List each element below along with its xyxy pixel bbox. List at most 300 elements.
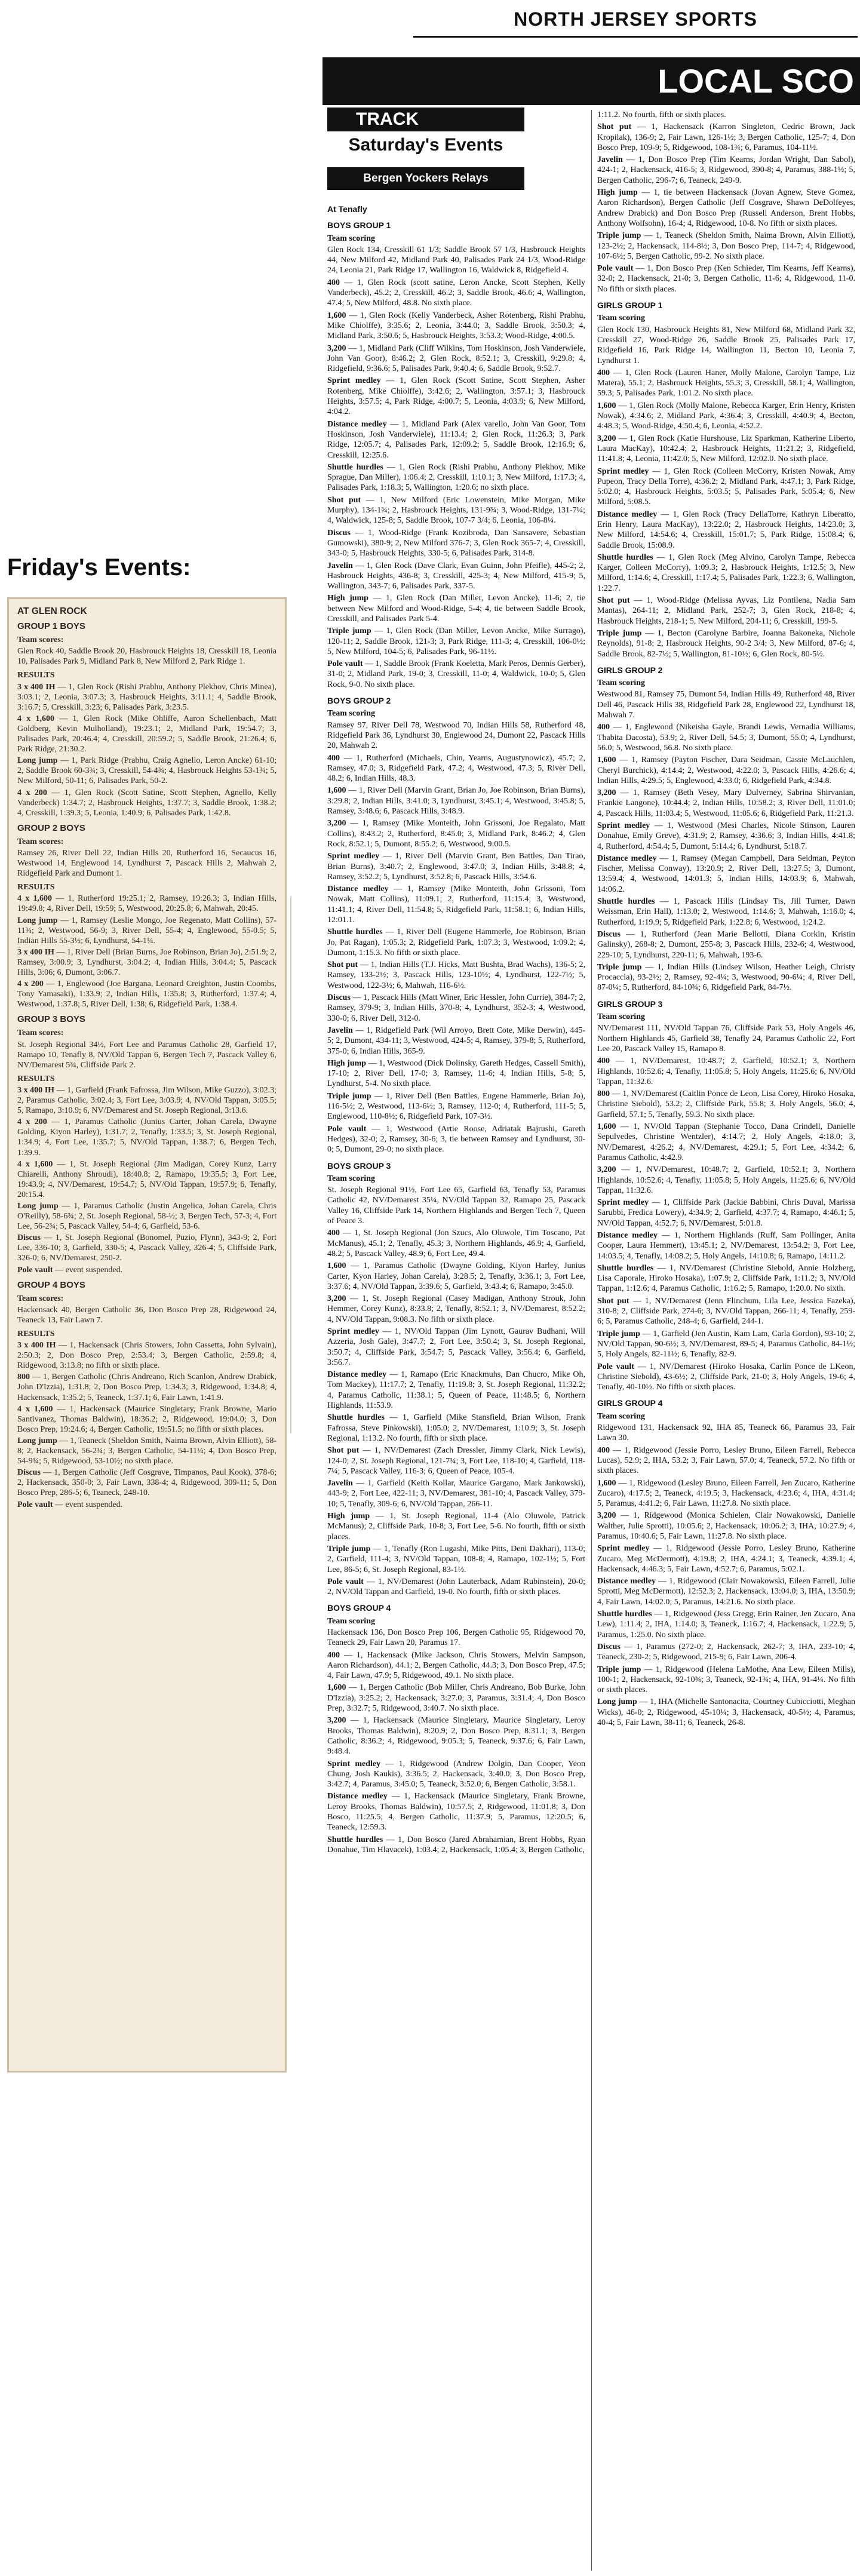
event-name: Pole vault — [17, 1500, 53, 1509]
event-text: — 1, Glen Rock (Colleen McCorry, Kristen Nowak, Amy Pupeon, Tracy Della Torre), 4:36.2; 2, Midland Park, 4:47.1; 3, Park Ridge, 5:02.0; 4, Hasbrouck Heights, 5:03.5; 5, Palisades Park, 5:05.4; 6, New Milford, 5:08.5. — [597, 466, 855, 507]
event-name: 1,600 — [597, 1122, 616, 1132]
event-result — [327, 1058, 585, 1089]
event-result — [597, 788, 855, 819]
event-name: Javelin — [597, 155, 623, 165]
event-name: Discus — [597, 929, 621, 939]
event-text: — 1, St. Joseph Regional (Jim Madigan, Corey Kunz, Larry Chiarelli, Anthony Shroudi), 18:40.8; 2, Ramapo, 19:35.5; 3, Fort Lee, 19:43.9; 4, NV/Demarest, 19:54.7; 5, NV/Old Tappan, 19:57.9; 6, Tenafly, 20:15.4. — [17, 1159, 277, 1199]
event-result — [327, 1445, 585, 1476]
event-text: — 1, NV/Demarest, 10:48.7; 2, Garfield, 10:52.1; 3, Northern Highlands, 10:52.6; 4, Tenafly, 11:05.8; 5, Holy Angels, 11:25.6; 6, NV/Old Tappan, 11:32.6. — [597, 1165, 855, 1195]
event-name: Pole vault — [17, 1265, 53, 1275]
event-result — [597, 896, 855, 928]
event-text: — 1, Northern Highlands (Ruff, Sam Pollinger, Anita Cooper, Laura Hemmert), 13:45.1; 2, NV/Demarest, 13:54.2; 3, Fort Lee, 14:03.5; 4, Tenafly, 14:08.2; 5, Holy Angels, 14:10.8; 6, Ramapo, 14:11.2. — [597, 1230, 855, 1261]
event-name: Sprint medley — [327, 376, 381, 386]
event-result — [597, 466, 855, 508]
event-result — [597, 853, 855, 895]
event-text: — 1, Don Bosco Prep (Ken Schieder, Tim Kearns, Jeff Kearns), 32-0; 2, Hackensack, 21-0; 3, Bergen Catholic, 11-6; 4, Ridgewood, 11-0. No fifth or sixth places. — [597, 264, 855, 294]
event-name: Long jump — [17, 756, 58, 766]
event-result — [17, 1117, 277, 1157]
event-name: Sprint medley — [597, 1544, 650, 1553]
event-name: 400 — [597, 368, 610, 377]
event-name: Shuttle hurdles — [327, 1413, 385, 1423]
event-text: 1:11.2. No fourth, fifth or sixth places. — [597, 110, 726, 119]
event-result — [327, 1628, 585, 1648]
event-result — [17, 1500, 277, 1510]
event-name: Distance medley — [327, 1792, 388, 1801]
event-name: 3,200 — [327, 1294, 346, 1304]
event-result — [327, 626, 585, 657]
event-text: — 1, Paramus Catholic (Justin Angelica, Johan Carela, Chris O'Reilly), 58-6¾; 2, St. Joseph Regional, 58-½; 3, Bergen Tech, 57-3; 4, Fort Lee, 56-2¾; 5, Pascack Valley, 54-4; 6, Garfield, 53-6. — [17, 1201, 277, 1232]
event-result — [597, 122, 855, 153]
event-text: — 1, Teaneck (Sheldon Smith, Naima Brown, Alvin Elliott), 123-2½; 2, Hackensack, 114-8½; 3, Don Bosco Prep, 114-7; 4, Ridgewood, 107-6½; 5, Bergen Catholic, 99-2. No sixth place. — [597, 231, 855, 261]
event-name: Javelin — [327, 1026, 353, 1035]
event-result — [327, 1478, 585, 1509]
event-result — [597, 1543, 855, 1574]
event-text: — 1, NV/Demarest (Zach Dressler, Jimmy Clark, Nick Lewis), 124-0; 2, St. Joseph Regional, 121-7¾; 3, Fort Lee, 118-10; 4, Garfield, 118-7¼; 5, Pascack Valley, 116-3; 6, Queen of Peace, 105-4. — [327, 1446, 585, 1476]
subheading: Team scoring — [597, 1012, 645, 1022]
event-text: — 1, Ridgewood (Jessie Porro, Lesley Bruno, Eileen Farrell, Rebecca Lucas), 52.9; 2, IHA, 53.2; 3, Fair Lawn, 57.0; 4, Teaneck, 57.2. No fifth or sixth places. — [597, 1445, 855, 1476]
event-result — [17, 1372, 277, 1402]
event-text: — 1, Saddle Brook (Frank Koeletta, Mark Peros, Dennis Gerber), 31-0; 2, Midland Park, 19-0; 3, Cresskill, 11-0; 4, Waldwick, 10-0; 5, Glen Rock, 9-0. No sixth place. — [327, 659, 585, 689]
saturday-events-heading: Saturday's Events — [348, 135, 503, 155]
group-title: BOYS GROUP 2 — [327, 696, 391, 706]
event-result — [327, 884, 585, 925]
event-result — [597, 689, 855, 720]
event-text: — 1, Paramus Catholic (Dwayne Golding, Kiyon Harley, Junius Carter, Kyon Harley, Johan Carela), 3:28.5; 2, Tenafly, 3:36.1; 3, Fort Lee, 3:37.6; 4, NV/Old Tappan, 3:39.6; 5, Garfield, 3:43.4; 6, Ramapo, 3:45.0. — [327, 1261, 585, 1291]
event-result — [327, 1511, 585, 1542]
event-text: — 1, Rutherford (Michaels, Chin, Yearns, Augustynowicz), 45.7; 2, Ramsey, 47.0; 3, Ridgefield Park, 47.2; 4, Westwood, 47.3; 5, River Dell, 48.2; 6, Indian Hills, 48.3. — [327, 753, 585, 784]
event-result — [597, 1263, 855, 1294]
event-result — [597, 1089, 855, 1120]
event-name: Triple jump — [597, 628, 642, 638]
event-result — [597, 155, 855, 186]
event-text: — 1, IHA (Michelle Santonacita, Courtney Cubicciotti, Meghan Wicks), 46-0; 2, Ridgewood, 45-10¼; 3, Hackensack, 40-5½; 4, Paramus, 40-4; 5, Fair Lawn, 38-11; 6, Teaneck, 26-8. — [597, 1697, 855, 1728]
event-text: — 1, River Dell (Brian Burns, Joe Robinson, Brian Jo), 2:51.9; 2, Ramsey, 3:00.9; 3, Lyndhurst, 3:04.2; 4, Indian Hills, 3:04.4; 5, Pascack Hills, 3:06; 6, Dumont, 3:06.7. — [17, 947, 277, 977]
event-text: — 1, Westwood (Artie Roose, Adriatak Bajrushi, Gareth Hedges), 32-0; 2, Ramsey, 30-6; 3, tie between Ramsey and Lyndhurst, 30-0; 5, Dumont, 29-0; no sixth place. — [327, 1124, 585, 1155]
event-text: — 1, New Milford (Eric Lowenstein, Mike Morgan, Mike Murphy), 134-1¾; 2, Hasbrouck Heights, 131-9¾; 3, Wood-Ridge, 131-7¼; 4, Waldwick, 125-8; 5, Saddle Brook, 107-7 3/4; 6, Leonia, 106-8¼. — [327, 495, 585, 526]
event-text: — 1, River Dell (Marvin Grant, Ben Battles, Dan Tirao, Brian Burns), 3:40.7; 2, Englewood, 3:47.0; 3, Indian Hills, 3:48.8; 4, Ramsey, 3:52.2; 5, Lyndhurst, 3:52.8; 6, Pascack Hills, 3:54.6. — [327, 852, 585, 882]
event-result — [327, 1091, 585, 1122]
event-result — [327, 1370, 585, 1411]
event-result — [597, 1296, 855, 1327]
subheading: Team scoring — [327, 234, 375, 243]
event-text: — 1, Englewood (Joe Bargana, Leonard Creighton, Justin Coombs, Tony Yamasaki), 1:33.9; 2, Indian Hills, 1:35.8; 3, Rutherford, 1:37.4; 4, Westwood, 1:37.8; 5, River Dell, 1:38; 6, Ridgefield Park, 1:38.4. — [17, 980, 277, 1009]
event-text: — 1, Ramsey (Megan Campbell, Dara Seidman, Peyton Fischer, Melissa Conway), 13:20.9; 2, River Dell, 13:27.5; 3, Dumont, 13:59.4; 4, Westwood, 14:01.3; 5, Indian Hills, 14:03.9; 6, Mahwah, 14:06.2. — [597, 853, 855, 894]
event-result — [597, 1165, 855, 1196]
event-name: 4 x 1,600 — [17, 1404, 53, 1414]
group-title: GIRLS GROUP 1 — [597, 300, 663, 311]
event-name: 3,200 — [597, 788, 616, 798]
event-text: — 1, Hackensack (Maurice Singletary, Maurice Singletary, Leroy Brooks, Thomas Baldwin), 8:20.9; 2, Don Bosco Prep, 8:31.1; 3, Bergen Catholic, 8:36.2; 4, Ridgewood, 9:05.3; 5, Teaneck, 9:37.6; 6, Fair Lawn, 9:48.4. — [327, 1716, 585, 1757]
subheading: Team scoring — [597, 1411, 645, 1421]
event-name: Discus — [327, 993, 351, 1003]
event-name: Discus — [17, 1233, 41, 1243]
event-text: — 1, Midland Park (Alex varello, John Van Goor, Tom Hoskinson, Josh Vanderwiele), 11:13.4; 2, Glen Rock, 11:26.3; 3, Park Ridge, 12:05.7; 4, Palisades Park, 12:09.2; 5, Saddle Brook, 12:16.9; 6, Cresskill, 12:25.6. — [327, 419, 585, 460]
event-text: — 1, Ridgewood (Monica Schielen, Clair Nowakowski, Danielle Walther, Julie Sprotti), 10:05.6; 2, Hackensack, 10:06.2; 3, IHA, 10:27.9; 4, Paramus, 10:40.6; 5, Fair Lawn, 11:27.8. No sixth place. — [597, 1511, 855, 1541]
event-text: — 1, Pascack Hills (Matt Winer, Eric Hessler, John Currie), 384-7; 2, Ramsey, 379-9; 3, Indian Hills, 370-8; 4, Lyndhurst, 352-3; 4, Westwood, 330-0; 6, River Dell, 312-0. — [327, 993, 585, 1023]
event-name: 400 — [597, 723, 610, 732]
event-text: — 1, Ridgewood (Helena LaMothe, Ana Lew, Eileen Mills), 100-1; 2, Hackensack, 92-10¾; 3, Teaneck, 92-1¾; 4, IHA, 91-4¼. No fifth or sixth places. — [597, 1665, 855, 1695]
event-text: — 1, Garfield (Mike Stansfield, Brian Wilson, Frank Fafrossa, Steve Pinkowski), 1:05.0; 2, NV/Demarest, 1:10.9; 3, St. Joseph Regional, 1:13.2. No fourth, fifth or sixth place. — [327, 1413, 585, 1443]
event-name: Long jump — [17, 916, 58, 925]
event-name: 400 — [597, 1057, 610, 1066]
event-name: Triple jump — [597, 1329, 640, 1338]
event-text: Ramsey 97, River Dell 78, Westwood 70, Indian Hills 58, Rutherford 48, Ridgefield Park 36, Lyndhurst 30, Englewood 24, Dumont 22, Pascack Hills 20, Mahwah 2. — [327, 720, 585, 751]
event-result — [327, 1544, 585, 1575]
event-name: Shuttle hurdles — [597, 1610, 652, 1619]
scores-label: Team scores: — [17, 837, 64, 846]
event-result — [597, 1023, 855, 1054]
event-name: 3,200 — [327, 819, 346, 828]
event-result — [17, 756, 277, 786]
event-text: — 1, St. Joseph Regional (Casey Madigan, Anthony Strouk, John Hemmer, Corey Kunz), 8:33.8; 2, Tenafly, 8:52.1; 3, NV/Demarest, 8:52.2; 4, NV/Old Tappan, 9:08.3. No fifth or sixth place. — [327, 1294, 585, 1324]
event-name: 1,600 — [597, 756, 616, 765]
event-result — [597, 962, 855, 993]
event-result — [597, 1609, 855, 1640]
event-result — [327, 1791, 585, 1832]
event-name: Shuttle hurdles — [327, 928, 383, 937]
team-scores: St. Joseph Regional 34½, Fort Lee and Paramus Catholic 28, Garfield 17, Ramapo 10, Tenafly 8, NV/Old Tappan 6, Bergen Tech 7, Pascack Valley 6, NV/Demarest 5¾, Cliffside Park 2. — [17, 1040, 277, 1070]
event-name: Pole vault — [597, 264, 634, 274]
event-name: Shot put — [597, 122, 632, 132]
subheading: Team scoring — [327, 1616, 375, 1626]
event-name: 400 — [597, 1445, 610, 1455]
event-result — [327, 659, 585, 690]
event-text: — 1, Glen Rock (Scott Satine, Scott Stephen, Asher Rotenberg, Mike Chiolffe), 3:42.6; 2, Wallington, 3:57.1; 3, Hasbrouck Heights, 3:57.5; 4, Park Ridge, 4:00.7; 5, Leonia, 4:03.9; 6, New Milford, 4:04.2. — [327, 376, 585, 417]
event-text: NV/Demarest 111, NV/Old Tappan 76, Cliffside Park 53, Holy Angels 46, Northern Highlands 45, Garfield 38, Tenafly 24, Paramus Catholic 22, Fort Lee 20, Pascack Valley 15, Ramapo 8. — [597, 1024, 855, 1054]
event-result — [597, 401, 855, 432]
event-text: — 1, Glen Rock (Rishi Prabhu, Anthony Plekhov, Chris Minea), 3:03.1; 2, Leonia, 3:07.3; 3, Hasbrouck Heights, 3:11.1; 4, Saddle Brook, 3:16.7; 5, Cresskill, 3:23; 6, Palisades Park, 3:23.5. — [17, 682, 277, 712]
event-text: — 1, Glen Rock (Dan Miller, Levon Ancke, Mike Surrago), 120-11; 2, Saddle Brook, 121-3; 3, Park Ridge, 111-3; 4, Cresskill, 106-0½; 5, New Milford, 104-5; 6, Palisades Park, 96-11½. — [327, 627, 585, 656]
event-name: 400 — [327, 753, 340, 763]
event-result — [17, 714, 277, 754]
event-text: — 1, Glen Rock (Dan Miller, Levon Ancke), 11-6; 2, tie between New Milford and Wood-Ridge, 5-4; 4, tie between Saddle Brook, Cresskill, and Palisades Park 5-4. — [327, 594, 585, 624]
event-text: — 1, Indian Hills (Lindsey Wilson, Heather Leigh, Christy Procaccia), 93-2½; 2, Ramsey, 92-4¼; 3, Westwood, 90-6¼; 4, River Dell, 87-0¼; 5, Rutherford, 84-10¾; 6, Ridgefield Park, 84-7½. — [597, 962, 855, 993]
event-name: 400 — [327, 278, 340, 287]
event-text: — 1, Ridgewood (Jess Gregg, Erin Rainer, Jen Zucaro, Ana Lew), 1:11.4; 2, IHA, 1:14.0; 3, Teaneck, 1:16.7; 4, Hackensack, 1:22.9; 5, Paramus, 1:25.0. No sixth place. — [597, 1610, 855, 1639]
event-text: — 1, Paramus (272-0; 2, Hackensack, 262-7; 3, IHA, 233-10; 4, Teaneck, 230-2; 5, Ridgewood, 215-9; 6, Fair Lawn, 206-4. — [597, 1642, 855, 1662]
event-name: Distance medley — [327, 1370, 387, 1380]
event-result — [597, 722, 855, 753]
event-text: — 1, Bergen Catholic (Jeff Cosgrave, Timpanos, Paul Kook), 378-6; 2, Hackensack, 350-0; 3, Fair Lawn, 338-4; 4, Ridgewood, 309-11; 5, Don Bosco Prep, 286-5; 6, Teaneck, 248-10. — [17, 1468, 277, 1498]
event-name: Shot put — [327, 960, 358, 970]
event-text: — 1, Cliffside Park (Jackie Babbini, Chris Duval, Marissa Sarubbi, Fredica Lowery), 4:34.9; 2, Garfield, 4:37.7; 4, Ramapo, 4:46.1; 5, NV/Old Tappan, 4:52.7; 6, NV/Demarest, 5:01.8. — [597, 1198, 855, 1228]
event-text: — 1, St. Joseph Regional, 11-4 (Alo Oluwole, Patrick McManus); 2, Cliffside Park, 10-8; 3, Fort Lee, 5-6. No fourth, fifth or sixth places. — [327, 1512, 585, 1542]
event-result — [327, 245, 585, 276]
event-name: 4 x 1,600 — [17, 1159, 53, 1169]
event-name: Shuttle hurdles — [327, 1835, 383, 1844]
event-result — [17, 979, 277, 1009]
event-result — [597, 509, 855, 551]
event-result — [327, 1294, 585, 1325]
event-name: 400 — [327, 1650, 340, 1660]
event-name: Long jump — [17, 1201, 59, 1211]
event-result — [327, 528, 585, 559]
event-text: — 1, Ramapo (Eric Knackmuhs, Dan Chucro, Mike Oh, Tom Mackey), 11:17.7; 2, Tenafly, 11:19.8; 3, St. Joseph Regional, 11:32.2; 4, Paramus Catholic, 11:38.1; 5, Queen of Peace, 11:48.5; 6, Northern Highlands, 11:53.9. — [327, 1370, 585, 1411]
event-name: 400 — [327, 1229, 340, 1238]
left-groups — [17, 621, 277, 1510]
team-scores: Hackensack 40, Bergen Catholic 36, Don Bosco Prep 28, Ridgewood 24, Teaneck 13, Fair Lawn 7. — [17, 1305, 277, 1325]
event-text: — 1, Glen Rock (Dave Clark, Evan Guinn, John Pfeifle), 445-2; 2, Hasbrouck Heights, 436-8; 3, Cresskill, 425-3; 4, New Milford, 415-9; 5, Wallington, 343-7; 6, Palisades Park, 337-5. — [327, 561, 585, 591]
event-name: 800 — [17, 1373, 30, 1382]
event-result — [17, 947, 277, 978]
event-result — [597, 1362, 855, 1393]
event-result — [327, 1759, 585, 1790]
group-title: GROUP 3 BOYS — [17, 1014, 85, 1025]
event-name: 4 x 1,600 — [17, 894, 52, 904]
event-name: Distance medley — [597, 1577, 656, 1586]
event-text: — 1, Park Ridge (Prabhu, Craig Agnello, Leron Ancke) 61-10; 2, Saddle Brook 60-3¾; 3, Cresskill, 54-4¾; 4, Hasbrouck Heights 53-1¾; 5, New Milford, 50-11; 6, Palisades Park, 50-2. — [17, 756, 277, 786]
event-name: 1,600 — [597, 1478, 616, 1488]
event-result — [327, 720, 585, 751]
event-name: Discus — [327, 528, 351, 538]
event-result — [597, 1122, 855, 1163]
section-title: NORTH JERSEY SPORTS — [413, 2, 858, 38]
event-result — [327, 1124, 585, 1155]
event-result — [327, 1261, 585, 1292]
event-result — [327, 960, 585, 991]
event-text: — 1, Glen Rock (Mike Ohliffe, Aaron Schellenbach, Matt Goldberg, Kevin Mulholland), 19:23.1; 2, Midland Park, 19:54.7; 3, Palisades Park, 20:46.4; 4, Cresskill, 20:59.2; 5, Saddle Brook, 21:26.4; 6, Park Ridge, 21:30.2. — [17, 714, 277, 754]
event-text: — 1, Garfield (Jen Austin, Kam Lam, Carla Gordon), 93-10; 2, NV/Old Tappan, 90-6½; 3, NV/Demarest, 89-5; 4, Paramus Catholic, 84-1½; 5, Holy Angels, 82-11½; 6, Tenafly, 82-9. — [597, 1329, 855, 1359]
event-name: 1,600 — [597, 401, 616, 410]
event-text: — 1, NV/Demarest (Caitlin Ponce de Leon, Lisa Corey, Hiroko Hosaka, Christine Siebold), 53.2; 2, Cliffside Park, 55.8; 3, Holy Angels, 56.0; 4, Garfield, 57.1; 5, Tenafly, 59.3. No sixth place. — [597, 1089, 855, 1119]
event-text: — 1, Hackensack (Maurice Singletary, Frank Browne, Leroy Brooks, Thomas Baldwin), 10:57.5; 2, Ridgewood, 11:01.8; 3, Don Bosco, 11:25.5; 4, Bergen Catholic, 11:37.9; 5, Paramus, 12:20.5; 6, Teaneck, 12:59.3. — [327, 1792, 585, 1832]
event-text: — 1, Ridgewood (Jessie Porro, Lesley Bruno, Katherine Zucaro, Meg McDermott), 4:19.8; 2, IHA, 4:24.1; 3, Teaneck, 4:39.1; 4, Hackensack, 4:46.3; 5, Fair Lawn, 4:52.7; 6, Paramus, 5:02.1. — [597, 1544, 855, 1574]
event-text: — 1, Garfield (Frank Fafrossa, Jim Wilson, Mike Guzzo), 3:02.3; 2, Paramus Catholic, 3:02.4; 3, Fort Lee, 3:03.9; 4, NV/Old Tappan, 3:05.5; 5, Ramapo, 3:10.9; 6, NV/Demarest and St. Joseph Regional, 3:13.6. — [17, 1085, 277, 1116]
event-result — [327, 993, 585, 1024]
event-text: — 1, Ridgewood (Lesley Bruno, Eileen Farrell, Jen Zucaro, Katherine Zucaro), 4:17.5; 2, Teaneck, 4:19.5; 3, Hackensack, 4:23.6; 4, IHA, 4:31.4; 5, Paramus, 4:41.2; 6, Fair Lawn, 11:27.8. No sixth place. — [597, 1478, 855, 1509]
event-name: Sprint medley — [597, 466, 649, 476]
event-name: 1,600 — [327, 311, 346, 320]
event-text: — 1, Paramus Catholic (Junius Carter, Johan Carela, Dwayne Golding, Kiyon Harley), 1:31.7; 2, Tenafly, 1:33.5; 3, St. Joseph Regional, 1:34.9; 4, Fort Lee, 1:35.7; 5, NV/Old Tappan, 1:38.7; 6, Bergen Tech, 1:39.9. — [17, 1117, 277, 1157]
event-name: Triple jump — [597, 1665, 641, 1674]
event-result — [327, 593, 585, 624]
event-name: Shuttle hurdles — [597, 897, 655, 907]
event-text: — 1, Glen Rock (Lauren Haner, Molly Malone, Carolyn Tampe, Liz Matera), 55.1; 2, Hasbrouck Heights, 55.3; 3, Cresskill, 58.1; 4, Wallington, 59.3; 5, Palisades Park, 1:01.2. No sixth place. — [597, 368, 855, 398]
results-column-2 — [597, 110, 855, 2571]
group-title: GIRLS GROUP 2 — [597, 665, 663, 675]
event-result — [597, 552, 855, 594]
results-label: RESULTS — [17, 883, 55, 892]
event-text: — 1, NV/Old Tappan (Jim Lynott, Gaurav Budhani, Will Azzeria, Josh Gale), 3:47.7; 2, Fort Lee, 3:50.4; 3, St. Joseph Regional, 3:50.7; 4, Cliffside Park, 3:54.7; 5, Pascack Valley, 3:56.4; 6, Garfield, 3:56.7. — [327, 1327, 585, 1367]
event-name: Sprint medley — [327, 1327, 379, 1336]
event-text: — 1, Tenafly (Ron Lugashi, Mike Pitts, Deni Dakhari), 113-0; 2, Garfield, 111-4; 3, NV/Old Tappan, 108-8; 4, Ramapo, 102-1½; 5, Fort Lee, 86-5; 6, St. Joseph Regional, 83-1½. — [327, 1544, 585, 1574]
event-name: Pole vault — [597, 1362, 634, 1371]
event-text: — 1, Pascack Hills (Lindsay Tis, Jill Turner, Dawn Weissman, Erin Hall), 1:13.0; 2, Westwood, 1:14.6; 3, Mahwah, 1:16.0; 4, Rutherford, 1:19.9; 5, Ridgefield Park, 1:22.8; 6, Westwood, 1:24.2. — [597, 897, 855, 927]
results-label: RESULTS — [17, 1330, 55, 1338]
event-text: — 1, Garfield (Keith Kollar, Maurice Gargano, Mark Jankowski), 443-9; 2, Fort Lee, 422-11; 3, NV/Demarest, 381-10; 4, Pascack Valley, 379-10; 5, Tenafly, 309-6; 6, NV/Old Tappan, 266-11. — [327, 1479, 585, 1509]
event-text: Glen Rock 130, Hasbrouck Heights 81, New Milford 68, Midland Park 32, Cresskill 27, Wood-Ridge 26, Saddle Brook 25, Palisades Park 17, Ridgefield 16, Park Ridge 14, Wallington 11, Becton 10, Leonia 7, Lyndhurst 1. — [597, 325, 855, 366]
event-text: — 1, River Dell (Eugene Hammerle, Joe Robinson, Brian Jo, Pat Ragan), 1:05.3; 2, Ridgefield Park, 1:07.3; 3, Westwood, 1:09.2; 4, Dumont, 1:15.3. No fifth or sixth place. — [327, 928, 585, 957]
event-text: — 1, NV/Demarest (Jenn Flinchum, Lila Lee, Jessica Fazeka), 310-8; 2, Cliffside Park, 274-6; 3, NV/Old Tappan, 266-11; 4, Tenafly, 259-6; 5, Paramus Catholic, 248-4; 6, Garfield, 244-1. — [597, 1296, 855, 1327]
event-result — [17, 1201, 277, 1232]
event-result — [327, 1835, 585, 1856]
event-text: Hackensack 136, Don Bosco Prep 106, Bergen Catholic 95, Ridgewood 70, Teaneck 29, Fair Lawn 20, Paramus 17. — [327, 1628, 585, 1648]
event-name: 4 x 200 — [17, 980, 44, 989]
event-text: — 1, St. Joseph Regional (Jon Szucs, Alo Oluwole, Tim Toscano, Pat McManus), 45.1; 2, Tenafly, 45.3; 3, Northern Highlands, 46.9; 4, Garfield, 48.2; 5, Pascack Valley, 48.9; 6, Fort Lee, 49.4. — [327, 1229, 585, 1258]
event-result — [327, 785, 585, 816]
relays-heading: Bergen Yockers Relays — [327, 167, 524, 190]
local-scores-banner: LOCAL SCO — [322, 57, 860, 105]
column-1-body — [327, 220, 585, 1855]
results-label: RESULTS — [17, 671, 55, 680]
event-text: — 1, Teaneck (Sheldon Smith, Naima Brown, Alvin Elliott), 58-8; 2, Hackensack, 56-2¾; 3, Bergen Catholic, 54-11¼; 4, Don Bosco Prep, 54-9¾; 5, Ridgewood, 53-10½; no sixth place. — [17, 1436, 277, 1466]
event-result — [597, 110, 855, 120]
event-result — [327, 1026, 585, 1057]
event-text: — 1, Ramsey (Beth Vesey, Mary Dulverney, Sabrina Shirvanian, Frankie Langone), 10:44.4; 2, Indian Hills, 10:58.2; 3, River Dell, 11:01.0; 4, Pascack Hills, 11:03.4; 5, Westwood, 11:05.6; 6, Ridgefield Park, 11:21.3. — [597, 788, 855, 818]
event-text: — 1, NV/Demarest, 10:48.7; 2, Garfield, 10:52.1; 3, Northern Highlands, 10:52.6; 4, Tenafly, 11:05.8; 5, Holy Angels, 11:25.6; 6, NV/Old Tappan, 11:32.6. — [597, 1057, 855, 1086]
event-text: — 1, Glen Rock (Katie Hurshouse, Liz Sparkman, Katherine Liberto, Laura MacKay), 10:42.4; 2, Hasbrouck Heights, 11:21.2; 3, Ridgefield, 11:41.8; 4, Leonia, 11:42.0; 5, New Milford, 12:02.0. No sixth place. — [597, 434, 855, 464]
event-text: — 1, Hackensack (Chris Stowers, John Cassetta, John Sylvain), 2:50.3; 2, Don Bosco Prep, 2:53.4; 3, Bergen Catholic, 2:59.8; 4, Ridgewood, 3:13.8; no fifth or sixth place. — [17, 1341, 277, 1371]
event-text: — 1, Ramsey (Mike Monteith, John Grissoni, Tom Nowak, Matt Collins), 11:09.1; 2, Rutherford, 11:15.4; 3, Westwood, 11:41.1; 4, River Dell, 11:54.8; 5, Ridgefield Park, 11:58.1; 6, Indian Hills, 12:01.1. — [327, 885, 585, 925]
event-name: Sprint medley — [597, 1198, 649, 1208]
event-name: High jump — [327, 1512, 370, 1521]
group-title: BOYS GROUP 4 — [327, 1603, 391, 1613]
event-result — [597, 434, 855, 465]
event-result — [327, 927, 585, 958]
event-name: Pole vault — [327, 1124, 367, 1134]
event-result — [327, 376, 585, 417]
event-result — [327, 1185, 585, 1226]
event-name: Triple jump — [327, 1544, 371, 1553]
event-text: Westwood 81, Ramsey 75, Dumont 54, Indian Hills 49, Rutherford 48, River Dell 46, Pascack Hills 38, Ridgefield Park 28, Englewood 22, Lyndhurst 18, Mahwah 7. — [597, 690, 855, 720]
event-name: High jump — [327, 1058, 367, 1068]
event-name: 4 x 1,600 — [17, 714, 54, 723]
scores-label: Team scores: — [17, 1028, 64, 1038]
event-result — [597, 628, 855, 659]
event-text: — 1, tie between Hackensack (Jovan Agnew, Steve Gomez, Aaron Richardson), Bergen Catholic (Jeff Cosgrave, Shawn DeDolfeyes, Andrew Drabick) and Don Bosco Prep (Russell Anderson, Brent Hobbs, Anthony Wolfsohn), 16-4; 4, Ridgewood, 10-8. No fifth or sixth places. — [597, 188, 855, 228]
event-result — [327, 1650, 585, 1681]
event-name: Pole vault — [327, 1577, 364, 1586]
event-text: — 1, Rutherford (Jean Marie Bellotti, Diana Corkin, Kristin Galinsky), 268-8; 2, Dumont, 255-8; 3, Pascack Hills, 232-6; 4, Westwood, 229-10; 5, Lyndhurst, 220-11; 6, Mahwah, 193-6. — [597, 929, 855, 960]
venue-label: AT GLEN ROCK — [17, 606, 87, 616]
event-name: Pole vault — [327, 659, 363, 669]
event-result — [597, 821, 855, 852]
event-text: — 1, Ramsey (Payton Fischer, Dara Seidman, Cassie McLauchlen, Cheryl Burchick), 4:14.4; 2, Westwood, 4:22.0; 3, Pascack Hills, 4:26.6; 4, Indian Hills, 4:29.5; 5, Englewood, 4:33.0; 6, Ridgefield Park, 4:34.8. — [597, 756, 855, 785]
results-column-1 — [327, 203, 585, 2568]
event-name: 1,600 — [327, 1683, 346, 1693]
event-result — [597, 1329, 855, 1360]
event-name: Distance medley — [597, 853, 657, 863]
event-text: — 1, Rutherford 19:25.1; 2, Ramsey, 19:26.3; 3, Indian Hills, 19:49.8; 4, River Dell, 19:59; 5, Westwood, 20:25.8; 6, Mahwah, 20:45. — [17, 894, 277, 914]
event-result — [17, 682, 277, 713]
event-text: — 1, Ramsey (Leslie Mongo, Joe Regenato, Matt Collins), 57-11¾; 2, Westwood, 56-9; 3, River Dell, 55-4; 4, Englewood, 55-0.5; 5, Indian Hills 55-3½; 6, Lyndhurst, 54-1¼. — [17, 916, 277, 945]
event-result — [597, 325, 855, 366]
event-result — [17, 788, 277, 818]
group-title: GIRLS GROUP 3 — [597, 999, 663, 1009]
event-text: — 1, Indian Hills (T.J. Hicks, Matt Bushta, Brad Wachs), 136-5; 2, Ramsey, 133-2½; 3, Pascack Hills, 123-10½; 4, Lyndhurst, 122-7½; 5, Westwood, 122-3½; 6, Mahwah, 116-6½. — [327, 960, 585, 990]
group-title: GIRLS GROUP 4 — [597, 1398, 663, 1408]
event-text: — 1, Glen Rock (Molly Malone, Rebecca Karger, Erin Henry, Kristen Nowak), 4:34.6; 2, Midland Park, 4:36.4; 3, Cresskill, 4:40.9; 4, Becton, 4:48.3; 5, Wood-Ridge, 4:50.4; 6, Leonia, 4:52.2. — [597, 401, 855, 431]
event-text: — 1, Englewood (Nikeisha Gayle, Brandi Lewis, Vernadia Williams, Thabita Dacosta), 53.9; 2, River Dell, 54.5; 3, Dumont, 55.0; 4, Lyndhurst, 56.0; 5, Westwood, 56.8. No sixth place. — [597, 723, 855, 753]
column-2-body — [597, 110, 855, 1728]
event-text: — 1, Glen Rock (Scott Satine, Scott Stephen, Agnello, Kelly Vanderbeck) 1:34.7; 2, Hasbrouck Heights, 1:37.7; 3, Saddle Brook, 1:38.2; 4, Cresskill, 1:39.3; 5, Leonia, 1:40.9; 6, Palisades Park, 1:42.8. — [17, 788, 277, 818]
event-name: Long jump — [17, 1436, 57, 1445]
event-result — [597, 1230, 855, 1261]
event-result — [327, 1413, 585, 1444]
event-name: High jump — [327, 594, 368, 603]
event-text: — 1, Ridgewood (Clair Nowakowski, Eileen Farrell, Julie Sprotti, Meg McDermott), 12:52.3; 2, Hackensack, 13:04.0; 3, IHA, 13:50.9; 4, Fair Lawn, 14:02.0; 5, Paramus, 14:21.6. No sixth place. — [597, 1577, 855, 1607]
event-name: 3,200 — [327, 343, 346, 353]
event-text: — 1, NV/Demarest (Hiroko Hosaka, Carlin Ponce de LKeon, Christine Siebold), 43-6½; 2, Cliffside Park, 21-0; 3, Holy Angels, 19-6; 4, Tenafly, 40-10½. No fifth or sixth places. — [597, 1362, 855, 1392]
event-text: — 1, River Dell (Ben Battles, Eugene Hammerle, Brian Jo), 116-5½; 2, Westwood, 113-6½; 3, Ramsey, 112-0; 4, Rutherford, 111-5; 5, Englewood, 110-8½; 6, Ridgefield Park, 107-3½. — [327, 1091, 585, 1122]
event-result — [327, 462, 585, 493]
event-text: — 1, St. Joseph Regional (Bonomel, Puzio, Flynn), 343-9; 2, Fort Lee, 336-10; 3, Garfield, 330-5; 4, Pascack Valley, 326-4; 5, Cliffside Park, 326-0; 6, NV/Demarest, 250-2. — [17, 1233, 277, 1263]
event-name: Distance medley — [597, 509, 658, 519]
event-name: Discus — [17, 1468, 41, 1478]
event-result — [17, 1436, 277, 1466]
event-text: — 1, Hackensack (Mike Jackson, Chris Stowers, Melvin Sampson, Aaron Richardson), 44.1; 2, Bergen Catholic, 44.3; 3, Don Bosco Prep, 47.5; 4, Fair Lawn, 47.9; 5, Ridgewood, 49.1. No sixth place. — [327, 1650, 585, 1681]
event-result — [17, 1404, 277, 1435]
event-text: — 1, Wood-Ridge (Melissa Ayvas, Liz Pontilena, Nadia Sam Mantas), 264-11; 2, Midland Park, 252-7; 3, Glen Rock, 218-8; 4, Hasbrouck Heights, 218-1; 5, New Milford, 204-11; 6, Cresskill, 199-5. — [597, 596, 855, 626]
event-result — [17, 894, 277, 914]
friday-events-heading: Friday's Events: — [7, 554, 191, 581]
event-name: 3,200 — [597, 434, 616, 443]
event-name: 4 x 200 — [17, 1117, 47, 1127]
event-name: 3,200 — [597, 1165, 616, 1175]
event-text: Glen Rock 134, Cresskill 61 1/3; Saddle Brook 57 1/3, Hasbrouck Heights 44, New Milford 42, Midland Park 40, Palisades Park 24 1/3, Wood-Ridge 24, Leonia 21, Park Ridge 17, Wallington 16, Waldwick 8, Ridgefield 4. — [327, 245, 585, 275]
event-name: Long jump — [597, 1697, 637, 1707]
group-title: GROUP 2 BOYS — [17, 822, 85, 833]
event-result — [597, 231, 855, 262]
event-name: 800 — [597, 1089, 610, 1099]
event-text: — 1, Glen Rock (Kelly Vanderbeck, Asher Rotenberg, Rishi Prabhu, Mike Chiolffe), 3:35.6; 2, Leonia, 3:44.0; 3, Saddle Brook, 3:50.3; 4, Midland Park, 3:50.6; 5, Hasbrouck Heights, 3:53.3; Wood-Ridge, 4:00.5. — [327, 311, 585, 341]
event-name: Shot put — [597, 1296, 629, 1306]
event-name: Shot put — [597, 596, 630, 606]
event-text: — 1, Hackensack (Karron Singleton, Cedric Brown, Jack Kropilak), 136-9; 2, Fair Lawn, 126-1½; 3, Bergen Catholic, 125-7; 4, Don Bosco Prep, 109-9; 5, Ridgewood, 108-1¾; 6, Paramus, 104-11½. — [597, 122, 855, 152]
event-result — [327, 343, 585, 374]
event-name: Distance medley — [327, 885, 389, 894]
event-result — [327, 851, 585, 882]
event-result — [597, 755, 855, 786]
event-name: Javelin — [327, 561, 353, 570]
event-result — [597, 1642, 855, 1663]
subheading: Team scoring — [597, 314, 645, 323]
scores-label: Team scores: — [17, 1294, 64, 1303]
event-result — [17, 1159, 277, 1200]
event-result — [17, 1085, 277, 1116]
event-name: Triple jump — [327, 627, 371, 636]
event-text: — 1, NV/Demarest (John Lauterback, Adam Rubinstein), 20-0; 2, NV/Old Tappan and Garfield, 19-0. No fourth, fifth or sixth places. — [327, 1577, 585, 1597]
event-result — [597, 1665, 855, 1696]
scores-label: Team scores: — [17, 635, 64, 645]
event-name: Shuttle hurdles — [327, 462, 383, 472]
event-text: — event suspended. — [55, 1265, 123, 1275]
group-title: GROUP 1 BOYS — [17, 621, 85, 632]
event-text: — 1, Westwood (Mesi Charles, Nicole Stinson, Lauren Donahue, Emily Greve), 4:31.9; 2, Ramsey, 4:36.6; 3, Indian Hills, 4:41.8; 4, Rutherford, 4:54.4; 5, Dumont, 5:14.4; 6, Lyndhurst, 5:18.7. — [597, 821, 855, 851]
event-name: Triple jump — [597, 231, 641, 241]
event-result — [597, 929, 855, 960]
event-name: Distance medley — [597, 1230, 658, 1240]
team-scores: Ramsey 26, River Dell 22, Indian Hills 20, Rutherford 16, Secaucus 16, Westwood 14, Englewood 14, Lyndhurst 7, Pascack Hills 2, Mahwah 2, Ridgefield Park and Dumont 1. — [17, 848, 277, 879]
event-text: — 1, Hackensack (Maurice Singletary, Frank Browne, Mario Santivanez, Thomas Baldwin), 18:36.2; 2, Ridgewood, 19:04.0; 3, Don Bosco Prep, 19:24.6; 4, Bergen Catholic, 19:51.5; no fifth or sixth places. — [17, 1404, 277, 1434]
event-text: — 1, Don Bosco (Jared Abrahamian, Brent Hobbs, Ryan Donahue, Tim Hlavacek), 1:03.4; 2, Hackensack, 1:05.4; 3, Bergen Catholic, — [327, 1835, 585, 1855]
event-text: — 1, Westwood (Dick Dolinsky, Gareth Hedges, Cassell Smith), 17-10; 2, River Dell, 17-0; 3, Ramsey, 11-6; 4, Indian Hills, 5-8; 5, Lyndhurst, 5-4. No sixth place. — [327, 1058, 585, 1089]
group-title: BOYS GROUP 3 — [327, 1160, 391, 1171]
event-name: Shot put — [327, 495, 361, 505]
event-text: — 1, Wood-Ridge (Frank Kozibroda, Dan Sansavere, Sebastian Gumowski), 380-9; 2, New Milford 376-7; 3, Glen Rock 365-7; 4, Cresskill, 343-0; 5, Hasbrouck Heights, 330-5; 6, Palisades Park, 314-8. — [327, 528, 585, 558]
event-result — [17, 1233, 277, 1263]
event-result — [327, 278, 585, 309]
event-name: 1,600 — [327, 786, 346, 796]
column-divider — [591, 110, 592, 2571]
event-name: Sprint medley — [327, 1759, 381, 1768]
event-name: Shot put — [327, 1446, 360, 1456]
event-result — [597, 595, 855, 627]
location-label: At Tenafly — [327, 204, 367, 214]
event-result — [327, 495, 585, 526]
event-name: Distance medley — [327, 419, 387, 429]
event-result — [17, 916, 277, 946]
